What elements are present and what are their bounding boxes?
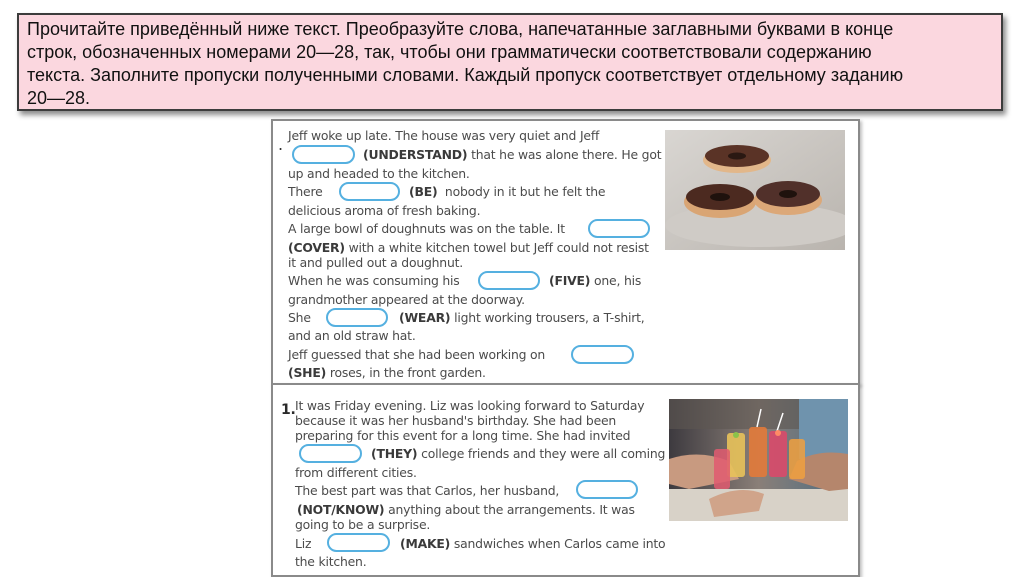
instruction-line: текста. Заполните пропуски полученными словами. Каждый пропуск соответствует отдельному заданию — [27, 65, 904, 85]
text-line — [297, 502, 635, 517]
text-line — [288, 240, 649, 255]
keyword: (FIVE) — [549, 273, 591, 288]
text-line: She — [288, 310, 311, 325]
answer-blank[interactable] — [292, 145, 355, 164]
text-fragment: that he was alone there. He got — [471, 147, 662, 162]
text-fragment: college friends and they were all coming — [421, 446, 666, 461]
text-line — [371, 446, 665, 461]
answer-blank[interactable] — [571, 345, 634, 364]
text-line: There — [288, 184, 323, 199]
text-line: and an old straw hat. — [288, 328, 416, 343]
keyword: (NOT/KNOW) — [297, 502, 385, 517]
instruction-line: 20—28. — [27, 88, 91, 108]
text-line: The best part was that Carlos, her husband, — [295, 483, 560, 498]
text-fragment: light working trousers, a T-shirt, — [454, 310, 645, 325]
text-line: from different cities. — [295, 465, 417, 480]
text-line — [549, 273, 641, 288]
text-line: Jeff woke up late. The house was very quiet and Jeff — [288, 128, 600, 143]
text-line: grandmother appeared at the doorway. — [288, 292, 525, 307]
text-fragment: sandwiches when Carlos came into — [453, 536, 666, 551]
exercise-number: 1. — [281, 402, 296, 418]
answer-blank[interactable] — [299, 444, 362, 463]
keyword: (UNDERSTAND) — [363, 147, 468, 162]
text-fragment: with a white kitchen towel but Jeff could not resist — [348, 240, 649, 255]
text-line: the kitchen. — [295, 554, 367, 569]
keyword: (BE) — [409, 184, 438, 199]
instruction-box — [17, 13, 1003, 111]
text-fragment: nobody in it but he felt the — [444, 184, 606, 199]
text-line: because it was her husband's birthday. She had been — [295, 413, 617, 428]
text-line: It was Friday evening. Liz was looking forward to Saturday — [295, 398, 645, 413]
answer-blank[interactable] — [478, 271, 540, 290]
answer-blank[interactable] — [576, 480, 638, 499]
text-line — [409, 184, 605, 199]
instruction-line: Прочитайте приведённый ниже текст. Преобразуйте слова, напечатанные заглавными буквами в конце — [27, 19, 894, 39]
answer-blank[interactable] — [339, 182, 400, 201]
text-fragment: anything about the arrangements. It was — [388, 502, 635, 517]
text-line: up and headed to the kitchen. — [288, 166, 470, 181]
exercise-card-2 — [271, 383, 860, 577]
doughnuts-photo — [665, 130, 845, 250]
keyword: (MAKE) — [400, 536, 451, 551]
text-line: it and pulled out a doughnut. — [288, 255, 464, 270]
text-line: When he was consuming his — [288, 273, 460, 288]
answer-blank[interactable] — [327, 533, 390, 552]
text-fragment: roses, in the front garden. — [329, 365, 486, 380]
text-line: delicious aroma of fresh baking. — [288, 203, 481, 218]
keyword: (SHE) — [288, 365, 327, 380]
text-line — [288, 365, 486, 380]
answer-blank[interactable] — [588, 219, 650, 238]
instruction-line: строк, обозначенных номерами 20—28, так, чтобы они грамматически соответствовали содержанию — [27, 42, 872, 62]
text-line — [400, 536, 665, 551]
card-marker: . — [278, 135, 283, 154]
keyword: (THEY) — [371, 446, 418, 461]
text-line: Jeff guessed that she had been working on — [288, 347, 546, 362]
text-line: going to be a surprise. — [295, 517, 431, 532]
exercise-card-1 — [271, 119, 860, 385]
text-line: A large bowl of doughnuts was on the table. It — [288, 221, 565, 236]
text-line — [363, 147, 661, 162]
toasting-glasses-photo — [669, 399, 848, 521]
text-line: Liz — [295, 536, 312, 551]
keyword: (WEAR) — [399, 310, 451, 325]
text-fragment: one, his — [594, 273, 642, 288]
text-line — [399, 310, 645, 325]
answer-blank[interactable] — [326, 308, 388, 327]
text-line: preparing for this event for a long time. She had invited — [295, 428, 631, 443]
keyword: (COVER) — [288, 240, 345, 255]
